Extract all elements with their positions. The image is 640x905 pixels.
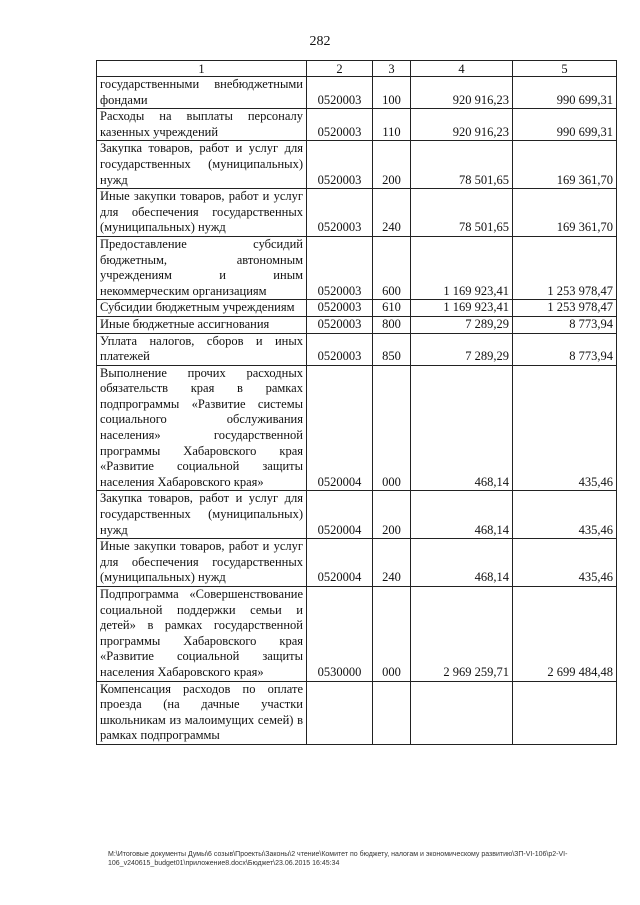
expense-type-cell: 000 [373,587,411,682]
target-code-cell: 0520003 [307,77,373,109]
header-cell: 5 [513,61,617,77]
amount-col5-cell: 169 361,70 [513,141,617,189]
amount-col4-cell: 468,14 [411,365,513,491]
expense-type-cell: 800 [373,316,411,333]
amount-col5-cell [513,681,617,744]
table-row [97,300,617,317]
expense-type-cell: 610 [373,300,411,317]
file-path-footer: M:\Итоговые документы Думы\6 созыв\Проекты\Законы\2 чтение\Комитет по бюджету, налогам и экономическому развитию\ЗП-VI-106\p2-VI-106_v240615_budget01\приложение8.docx\Бюджет\23.06.2015 16:45:34 [108,851,568,867]
header-cell: 4 [411,61,513,77]
target-code-cell: 0530000 [307,587,373,682]
row-name-cell: Иные бюджетные ассигнования [97,316,307,333]
target-code-cell: 0520003 [307,141,373,189]
header-cell: 3 [373,61,411,77]
amount-col5-cell: 2 699 484,48 [513,587,617,682]
row-name-cell: Иные закупки товаров, работ и услуг для обеспечения государственных (муниципальных) нужд [97,189,307,237]
table-row [97,365,617,491]
table-header-row [97,61,617,77]
row-name-cell: Расходы на выплаты персоналу казенных учреждений [97,109,307,141]
target-code-cell: 0520003 [307,300,373,317]
row-name-cell: Закупка товаров, работ и услуг для государственных (муниципальных) нужд [97,141,307,189]
amount-col4-cell: 920 916,23 [411,77,513,109]
expense-type-cell: 240 [373,539,411,587]
expense-type-cell: 100 [373,77,411,109]
expense-type-cell: 600 [373,236,411,299]
expense-type-cell: 200 [373,141,411,189]
expense-type-cell: 240 [373,189,411,237]
amount-col4-cell: 7 289,29 [411,333,513,365]
table-row [97,316,617,333]
amount-col4-cell: 920 916,23 [411,109,513,141]
amount-col4-cell: 2 969 259,71 [411,587,513,682]
amount-col5-cell: 435,46 [513,491,617,539]
amount-col5-cell: 435,46 [513,539,617,587]
amount-col5-cell: 990 699,31 [513,77,617,109]
header-cell: 2 [307,61,373,77]
expense-type-cell: 000 [373,365,411,491]
table-row [97,236,617,299]
table-row [97,189,617,237]
table-row [97,491,617,539]
amount-col4-cell: 78 501,65 [411,189,513,237]
table-row [97,333,617,365]
budget-table [96,60,617,745]
target-code-cell: 0520003 [307,109,373,141]
table-row [97,141,617,189]
target-code-cell: 0520003 [307,316,373,333]
amount-col5-cell: 1 253 978,47 [513,300,617,317]
target-code-cell: 0520003 [307,236,373,299]
table-row [97,681,617,744]
expense-type-cell: 850 [373,333,411,365]
amount-col4-cell: 1 169 923,41 [411,300,513,317]
amount-col5-cell: 435,46 [513,365,617,491]
amount-col5-cell: 8 773,94 [513,333,617,365]
expense-type-cell [373,681,411,744]
row-name-cell: Субсидии бюджетным учреждениям [97,300,307,317]
amount-col5-cell: 1 253 978,47 [513,236,617,299]
amount-col4-cell [411,681,513,744]
target-code-cell: 0520003 [307,189,373,237]
row-name-cell: Уплата налогов, сборов и иных платежей [97,333,307,365]
row-name-cell: Предоставление субсидий бюджетным, автономным учреждениям и иным некоммерческим организациям [97,236,307,299]
row-name-cell: Закупка товаров, работ и услуг для государственных (муниципальных) нужд [97,491,307,539]
amount-col5-cell: 990 699,31 [513,109,617,141]
amount-col4-cell: 468,14 [411,491,513,539]
row-name-cell: Иные закупки товаров, работ и услуг для обеспечения государственных (муниципальных) нужд [97,539,307,587]
amount-col5-cell: 8 773,94 [513,316,617,333]
target-code-cell [307,681,373,744]
expense-type-cell: 200 [373,491,411,539]
table-row [97,539,617,587]
amount-col5-cell: 169 361,70 [513,189,617,237]
header-cell: 1 [97,61,307,77]
table-row [97,109,617,141]
row-name-cell: государственными внебюджетными фондами [97,77,307,109]
amount-col4-cell: 7 289,29 [411,316,513,333]
expense-type-cell: 110 [373,109,411,141]
target-code-cell: 0520003 [307,333,373,365]
amount-col4-cell: 468,14 [411,539,513,587]
target-code-cell: 0520004 [307,365,373,491]
table-row [97,587,617,682]
amount-col4-cell: 1 169 923,41 [411,236,513,299]
row-name-cell: Компенсация расходов по оплате проезда (на дачные участки школьникам из малоимущих семей) в рамках подпрограммы [97,681,307,744]
table-row [97,77,617,109]
page-number: 282 [309,34,331,49]
target-code-cell: 0520004 [307,491,373,539]
amount-col4-cell: 78 501,65 [411,141,513,189]
row-name-cell: Выполнение прочих расходных обязательств края в рамках подпрограммы «Развитие системы социального обслуживания населения» государственной программы Хабаровского края «Развитие социальной защиты населения Хабаровского края» [97,365,307,491]
row-name-cell: Подпрограмма «Совершенствование социальной поддержки семьи и детей» в рамках государственной программы Хабаровского края «Развитие социальной защиты населения Хабаровского края» [97,587,307,682]
target-code-cell: 0520004 [307,539,373,587]
